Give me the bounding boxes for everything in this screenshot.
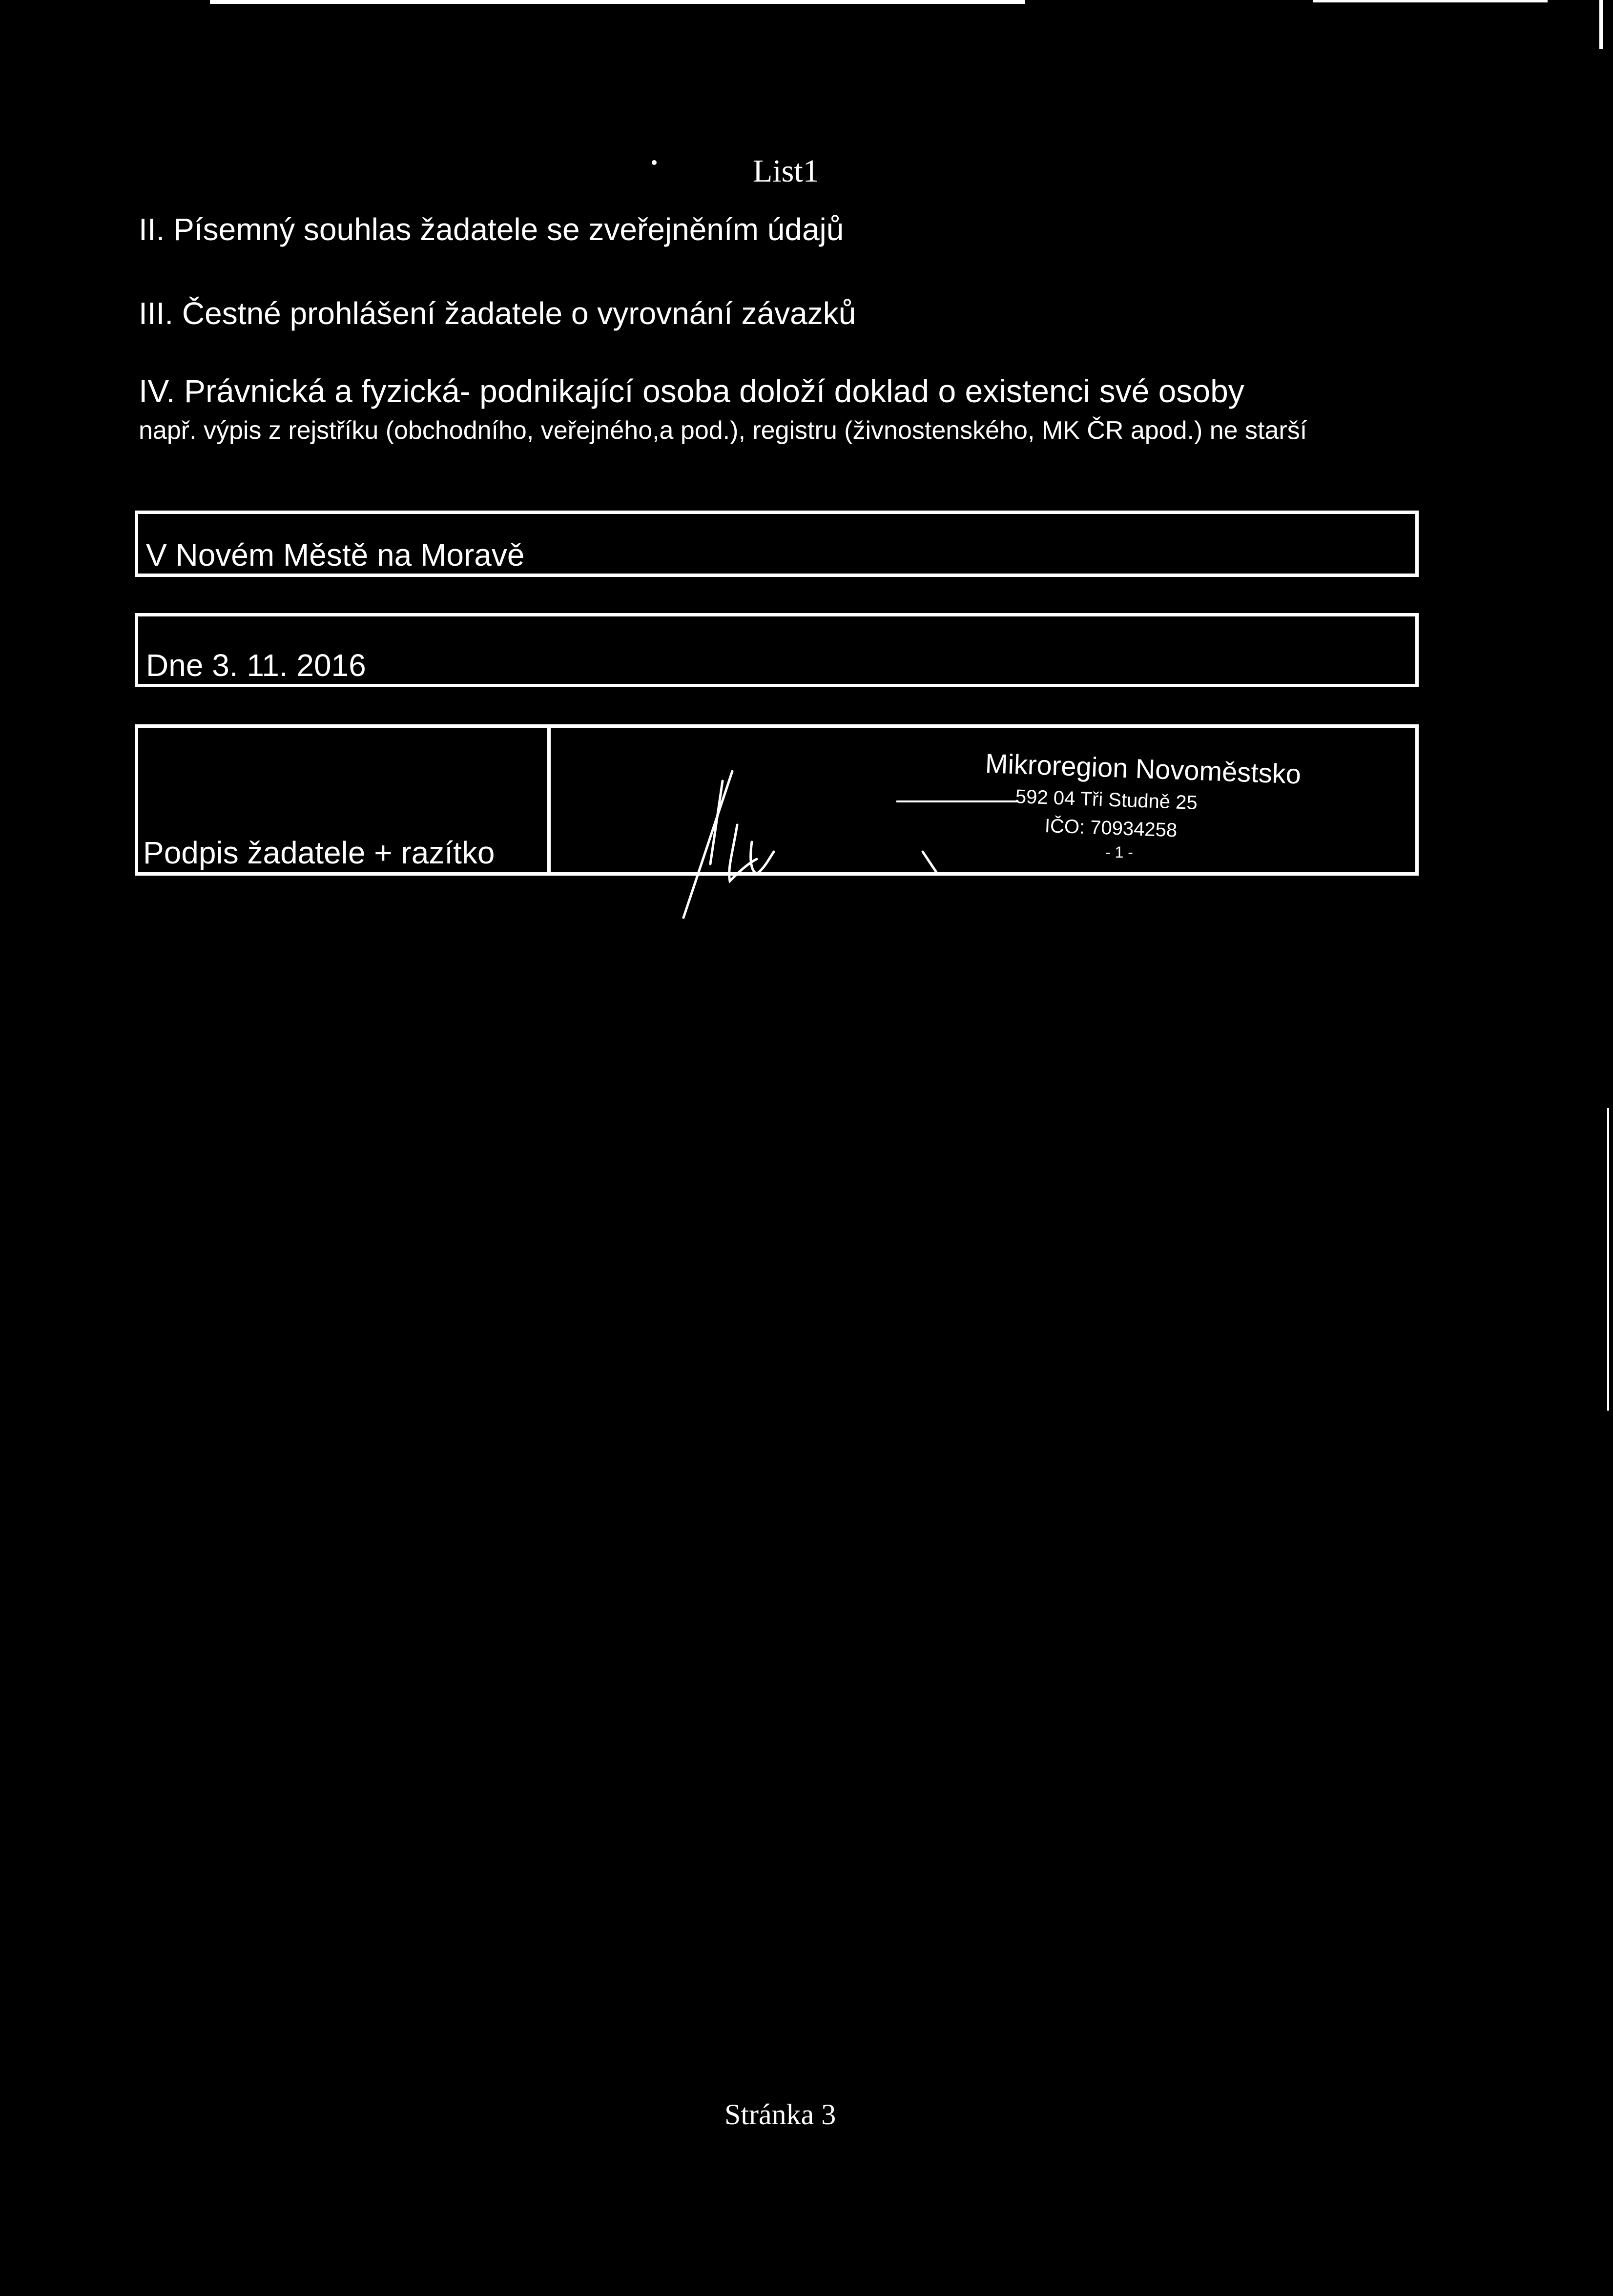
- scan-edge-line-left: [210, 0, 1025, 4]
- stamp-number: - 1 -: [1105, 843, 1133, 861]
- stamp-underline: [896, 800, 1018, 802]
- stamp-address: 592 04 Tři Studně 25: [1015, 786, 1198, 814]
- scan-edge-mark: [1599, 0, 1603, 49]
- section-ii-heading: II. Písemný souhlas žadatele se zveřejněním údajů: [139, 212, 844, 247]
- scan-edge-right-line: [1607, 1108, 1609, 1411]
- handwritten-signature: [664, 742, 976, 927]
- page-footer: Stránka 3: [724, 2098, 836, 2131]
- section-iv-heading: IV. Právnická a fyzická- podnikající osoba doloží doklad o existenci své osoby: [139, 373, 1244, 409]
- sheet-name: List1: [753, 153, 819, 189]
- scan-edge-line-right: [1313, 0, 1548, 2]
- section-iii-heading: III. Čestné prohlášení žadatele o vyrovnání závazků: [139, 296, 856, 331]
- place-text: V Novém Městě na Moravě: [146, 537, 525, 573]
- place-field: [135, 511, 1419, 577]
- section-iv-note: např. výpis z rejstříku (obchodního, veřejného,a pod.), registru (živnostenského, MK ČR apod.) ne starší: [139, 416, 1307, 445]
- stamp-organization: Mikroregion Novoměstsko: [984, 748, 1302, 790]
- stamp-ico: IČO: 70934258: [1044, 815, 1178, 841]
- bullet-dot: [652, 160, 657, 165]
- date-field: [135, 613, 1419, 687]
- signature-divider: [547, 728, 551, 872]
- date-text: Dne 3. 11. 2016: [146, 648, 366, 683]
- signature-label: Podpis žadatele + razítko: [143, 835, 495, 870]
